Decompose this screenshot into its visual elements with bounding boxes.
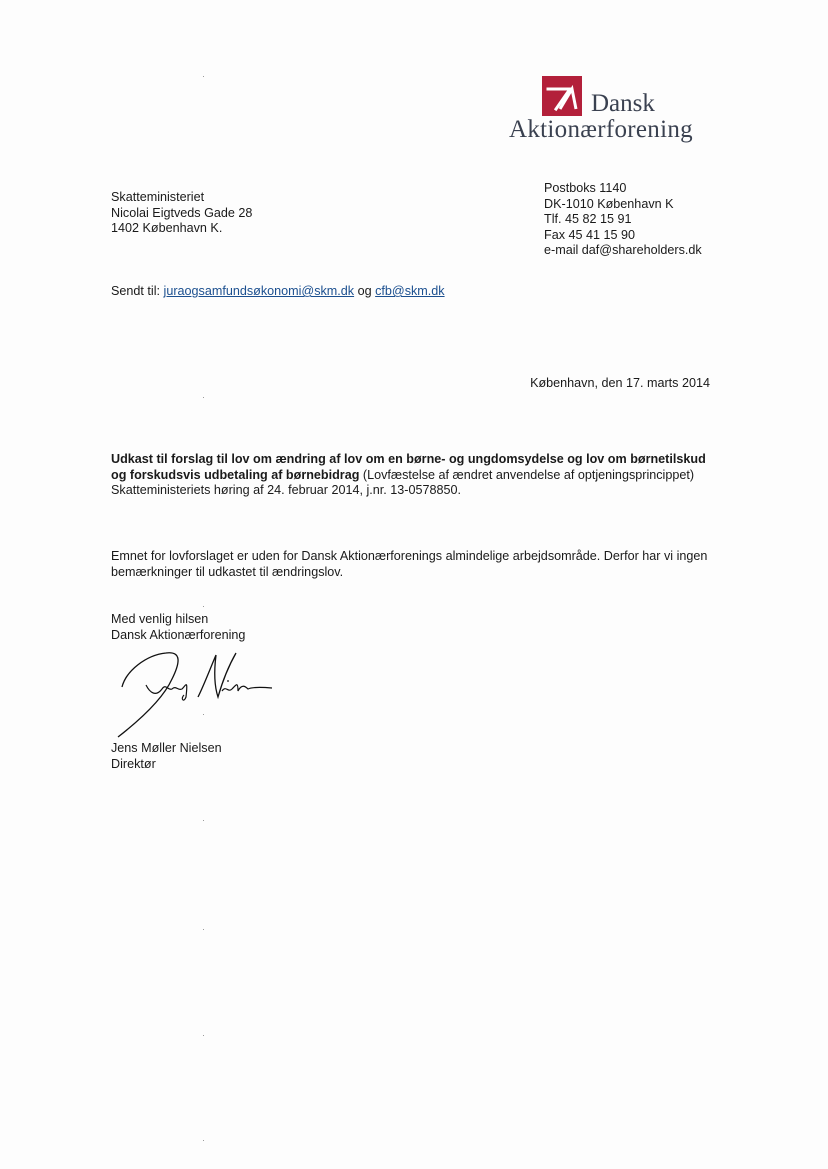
logo-name-line2: Aktionærforening <box>509 116 693 143</box>
sender-contact <box>544 181 702 259</box>
sender-line: Tlf. 45 82 15 91 <box>544 212 632 226</box>
scan-speck <box>203 76 204 77</box>
recipient-line: 1402 København K. <box>111 221 223 235</box>
letter-subject <box>111 452 711 499</box>
subject-reference: Skatteministeriets høring af 24. februar 2014, j.nr. 13-0578850. <box>111 483 462 497</box>
sent-to <box>111 284 445 300</box>
subject-note: (Lovfæstelse af ændret anvendelse af optjeningsprincippet) <box>362 467 695 482</box>
closing-organization: Dansk Aktionærforening <box>111 627 246 642</box>
letter-closing <box>111 612 245 643</box>
recipient-line: Nicolai Eigtveds Gade 28 <box>111 205 253 220</box>
logo-mark-icon <box>542 76 582 116</box>
scan-speck <box>203 820 204 821</box>
letter-body: Emnet for lovforslaget er uden for Dansk Aktionærforenings almindelige arbejdsområde. Derfor har vi ingen bemærkninger til udkastet til ændringslov. <box>111 549 708 579</box>
sent-to-connector: og <box>357 284 372 298</box>
scan-speck <box>203 929 204 930</box>
sender-line: Fax 45 41 15 90 <box>544 227 636 242</box>
signer-block <box>111 741 222 772</box>
sender-line: e-mail daf@shareholders.dk <box>544 243 702 257</box>
scan-speck <box>203 1140 204 1141</box>
recipient-line: Skatteministeriet <box>111 190 205 204</box>
organization-logo <box>505 72 720 152</box>
scan-speck <box>203 1035 204 1036</box>
logo-name-line1: Dansk <box>591 90 655 117</box>
scan-speck <box>203 606 204 607</box>
subject-title: Udkast til forslag til lov om ændring af lov om en børne- og ungdomsydelse og lov om børnetilskud og forskudsvis udbetaling af børnebidrag <box>111 452 706 482</box>
scan-speck <box>203 714 204 715</box>
scan-speck <box>203 397 204 398</box>
sent-to-label: Sendt til: <box>111 284 161 298</box>
email-link-secondary[interactable]: cfb@skm.dk <box>375 284 445 298</box>
signer-title: Direktør <box>111 756 156 771</box>
handwritten-signature <box>110 645 280 740</box>
closing-greeting: Med venlig hilsen <box>111 612 209 626</box>
recipient-address <box>111 190 252 237</box>
letter-date: København, den 17. marts 2014 <box>530 376 710 390</box>
sender-line: DK-1010 København K <box>544 196 674 211</box>
sender-line: Postboks 1140 <box>544 181 627 195</box>
email-link-primary[interactable]: juraogsamfundsøkonomi@skm.dk <box>163 284 355 298</box>
signer-name: Jens Møller Nielsen <box>111 741 222 755</box>
